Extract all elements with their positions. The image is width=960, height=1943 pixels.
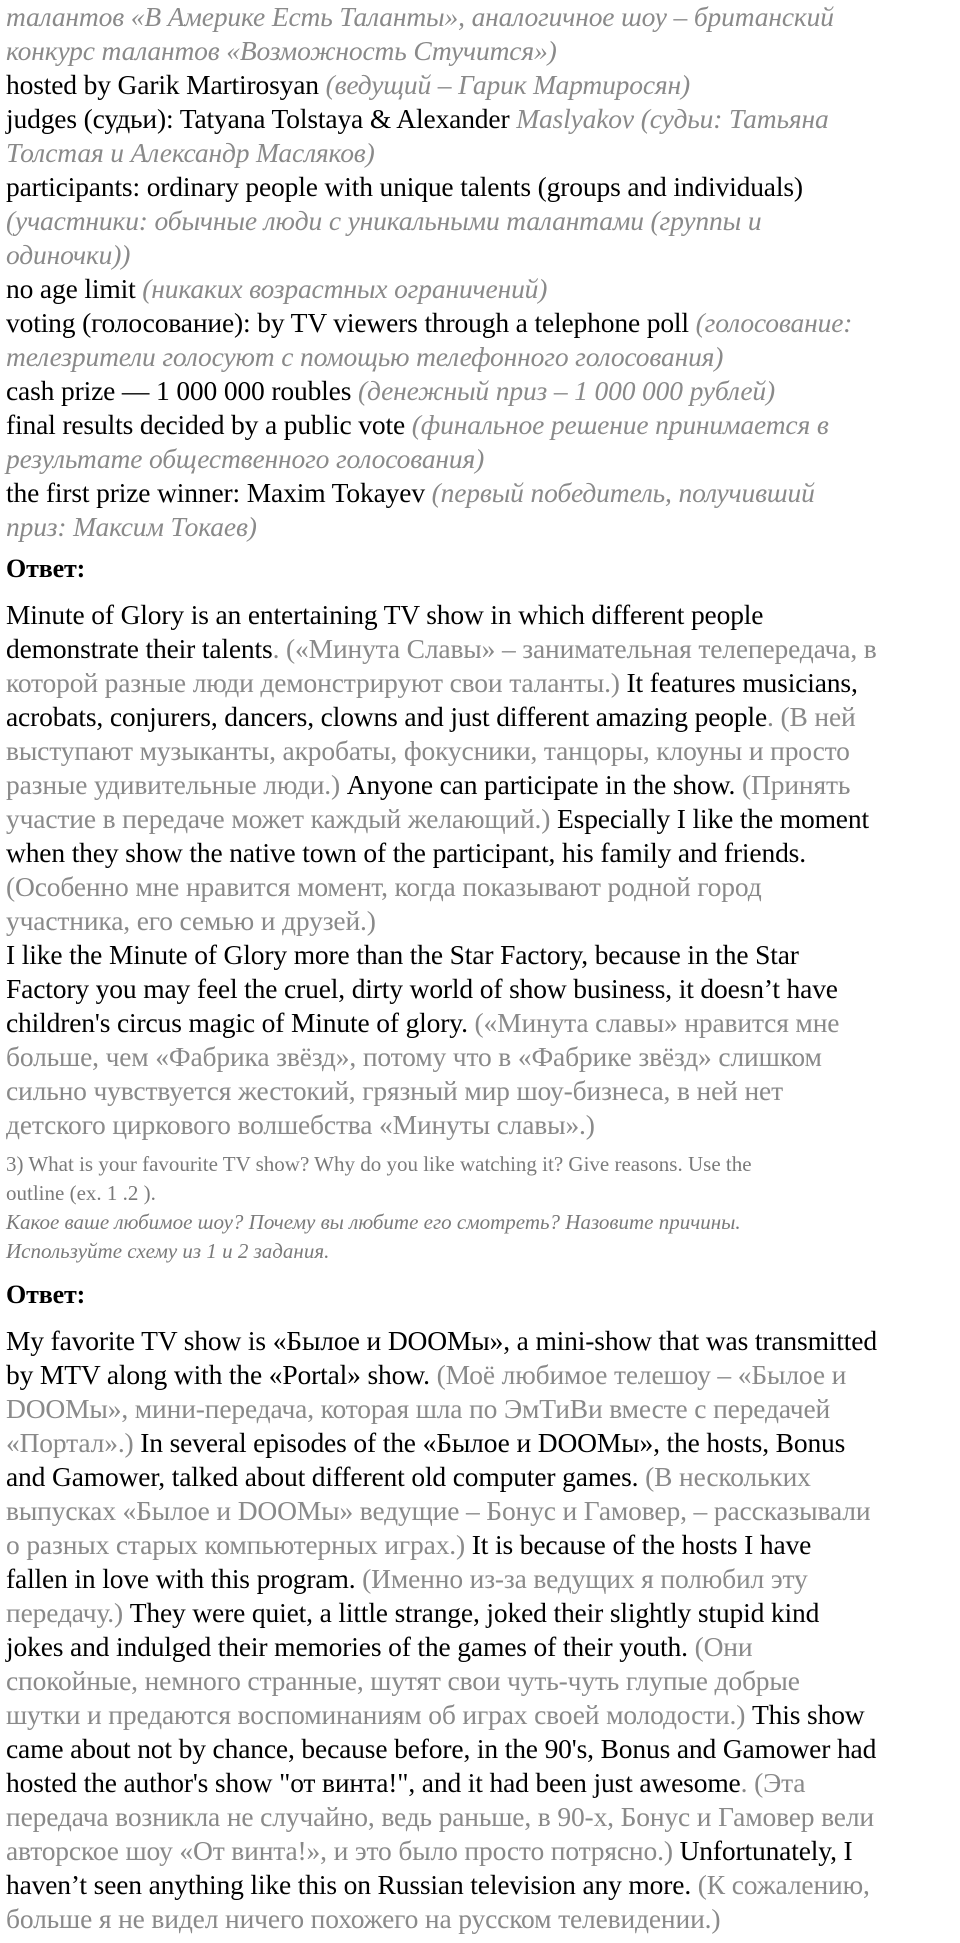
text-line bbox=[6, 1630, 960, 1664]
text-line bbox=[6, 68, 960, 102]
translation-text: выступают музыканты, акробаты, фокусники, танцоры, клоуны и просто bbox=[6, 735, 850, 766]
translation-text: детского циркового волшебства «Минуты славы».) bbox=[6, 1109, 595, 1140]
text-line bbox=[6, 1596, 960, 1630]
text-line bbox=[6, 1800, 960, 1834]
english-text: acrobats, conjurers, dancers, clowns and just different amazing people bbox=[6, 701, 768, 732]
translation-text: Maslyakov bbox=[516, 103, 641, 134]
english-text: the first prize winner: Maxim Tokayev bbox=[6, 477, 432, 508]
translation-text: авторское шоу «От винта!», и это было просто потрясно.) bbox=[6, 1835, 680, 1866]
translation-text: (Особенно мне нравится момент, когда показывают родной город bbox=[6, 871, 762, 902]
english-text: demonstrate their talents bbox=[6, 633, 273, 664]
translation-text: шутки и предаются воспоминаниям об играх своей молодости.) bbox=[6, 1699, 753, 1730]
translation-text: (К сожалению, bbox=[697, 1869, 870, 1900]
translation-text: . (В ней bbox=[767, 701, 856, 732]
answer-heading: Ответ: bbox=[6, 554, 86, 583]
text-line bbox=[6, 1108, 960, 1142]
english-text: when they show the native town of the participant, his family and friends. bbox=[6, 837, 806, 868]
translation-text: Толстая и Александр Масляков) bbox=[6, 137, 375, 168]
translation-text: спокойные, немного странные, шутят свои чуть-чуть глупые добрые bbox=[6, 1665, 800, 1696]
question-block bbox=[6, 1150, 960, 1266]
translation-text: приз: Максим Токаев) bbox=[6, 511, 257, 542]
english-text: My favorite TV show is «Былое и DOOMы», a mini-show that was transmitted bbox=[6, 1325, 877, 1356]
translation-text: . («Минута Славы» – занимательная телепередача, в bbox=[272, 633, 877, 664]
text-line bbox=[6, 700, 960, 734]
text-line bbox=[6, 476, 960, 510]
translation-text: телезрители голосуют с помощью телефонного голосования) bbox=[6, 341, 724, 372]
text-line bbox=[6, 510, 960, 544]
document-page bbox=[6, 0, 960, 1936]
text-line bbox=[6, 408, 960, 442]
text-line bbox=[6, 1664, 960, 1698]
text-line bbox=[6, 34, 960, 68]
english-text: came about not by chance, because before, in the 90's, Bonus and Gamower had bbox=[6, 1733, 877, 1764]
text-line bbox=[6, 1494, 960, 1528]
english-text: jokes and indulged their memories of the games of their youth. bbox=[6, 1631, 695, 1662]
text-line bbox=[6, 1766, 960, 1800]
english-text: final results decided by a public vote bbox=[6, 409, 412, 440]
translation-text: (В нескольких bbox=[645, 1461, 811, 1492]
translation-text: передача возникла не случайно, ведь раньше, в 90-х, Бонус и Гамовер вели bbox=[6, 1801, 874, 1832]
text-line bbox=[6, 1834, 960, 1868]
translation-text: талантов «В Америке Есть Таланты», аналогичное шоу – британский bbox=[6, 1, 834, 32]
english-text: haven’t seen anything like this on Russian television any more. bbox=[6, 1869, 698, 1900]
text-line bbox=[6, 0, 960, 34]
text-line bbox=[6, 666, 960, 700]
english-text: no age limit bbox=[6, 273, 143, 304]
english-text: Unfortunately, I bbox=[679, 1835, 853, 1866]
translation-text: . (Эта bbox=[740, 1767, 806, 1798]
text-line bbox=[6, 1006, 960, 1040]
text-line bbox=[6, 1732, 960, 1766]
text-line bbox=[6, 1392, 960, 1426]
text-line bbox=[6, 1698, 960, 1732]
text-line bbox=[6, 340, 960, 374]
answer-paragraph bbox=[6, 1324, 960, 1936]
translation-text: (судьи: Татьяна bbox=[640, 103, 829, 134]
english-text: In several episodes of the «Былое и DOOMы», the hosts, Bonus bbox=[140, 1427, 846, 1458]
translation-text: (голосование: bbox=[695, 307, 853, 338]
translation-text: результате общественного голосования) bbox=[6, 443, 485, 474]
text-line bbox=[6, 1358, 960, 1392]
english-text: and Gamower, talked about different old computer games. bbox=[6, 1461, 646, 1492]
translation-text: которой разные люди демонстрируют свои таланты.) bbox=[6, 667, 627, 698]
english-text: judges (судьи): Tatyana Tolstaya & Alexander bbox=[6, 103, 517, 134]
translation-text: о разных старых компьютерных играх.) bbox=[6, 1529, 472, 1560]
english-text: Factory you may feel the cruel, dirty world of show business, it doesn’t have bbox=[6, 973, 838, 1004]
english-text: This show bbox=[752, 1699, 865, 1730]
answer-paragraph bbox=[6, 598, 960, 1142]
translation-text: конкурс талантов «Возможность Стучится») bbox=[6, 35, 557, 66]
translation-text: (никаких возрастных ограничений) bbox=[142, 273, 548, 304]
english-text: It features musicians, bbox=[626, 667, 858, 698]
text-line bbox=[6, 238, 960, 272]
translation-text: больше я не видел ничего похожего на русском телевидении.) bbox=[6, 1903, 721, 1934]
translation-text: (Именно из-за ведущих я полюбил эту bbox=[362, 1563, 808, 1594]
translation-text: (участники: обычные люди с уникальными талантами (группы и bbox=[6, 205, 762, 236]
translation-text: одиночки)) bbox=[6, 239, 131, 270]
english-text: Especially I like the moment bbox=[557, 803, 869, 834]
text-line bbox=[6, 734, 960, 768]
translation-text: выпусках «Былое и DOOMы» ведущие – Бонус и Гамовер, – рассказывали bbox=[6, 1495, 871, 1526]
text-line bbox=[6, 802, 960, 836]
question-text: 3) What is your favourite TV show? Why do you like watching it? Give reasons. Use the bbox=[6, 1152, 752, 1176]
translation-text: (финальное решение принимается в bbox=[411, 409, 829, 440]
question-text: outline (ex. 1 .2 ). bbox=[6, 1181, 156, 1205]
text-line bbox=[6, 136, 960, 170]
text-line bbox=[6, 1074, 960, 1108]
english-text: by MTV along with the «Portal» show. bbox=[6, 1359, 437, 1390]
translation-text: сильно чувствуется жестокий, грязный мир шоу-бизнеса, в ней нет bbox=[6, 1075, 783, 1106]
translation-text: участие в передаче может каждый желающий.) bbox=[6, 803, 557, 834]
text-line bbox=[6, 836, 960, 870]
english-text: hosted by Garik Martirosyan bbox=[6, 69, 326, 100]
text-line bbox=[6, 374, 960, 408]
english-text: Minute of Glory is an entertaining TV show in which different people bbox=[6, 599, 764, 630]
english-text: hosted the author's show "от винта!", and it had been just awesome bbox=[6, 1767, 741, 1798]
question-translation: Какое ваше любимое шоу? Почему вы любите его смотреть? Назовите причины. bbox=[6, 1210, 741, 1234]
text-line bbox=[6, 1528, 960, 1562]
translation-text: (Моё любимое телешоу – «Былое и bbox=[436, 1359, 847, 1390]
translation-text: (ведущий – Гарик Мартиросян) bbox=[325, 69, 691, 100]
translation-text: (Они bbox=[694, 1631, 753, 1662]
text-line bbox=[6, 1562, 960, 1596]
text-line bbox=[6, 272, 960, 306]
english-text: children's circus magic of Minute of glory. bbox=[6, 1007, 475, 1038]
english-text: Anyone can participate in the show. bbox=[346, 769, 742, 800]
text-line bbox=[6, 1460, 960, 1494]
text-line bbox=[6, 768, 960, 802]
text-line bbox=[6, 204, 960, 238]
text-line bbox=[6, 870, 960, 904]
text-line bbox=[6, 1902, 960, 1936]
show-facts-list bbox=[6, 0, 960, 544]
text-line bbox=[6, 1040, 960, 1074]
question-translation: Используйте схему из 1 и 2 задания. bbox=[6, 1239, 330, 1263]
translation-text: больше, чем «Фабрика звёзд», потому что в «Фабрике звёзд» слишком bbox=[6, 1041, 822, 1072]
translation-text: участника, его семью и друзей.) bbox=[6, 905, 376, 936]
answer-heading: Ответ: bbox=[6, 1280, 86, 1309]
text-line bbox=[6, 632, 960, 666]
translation-text: («Минута славы» нравится мне bbox=[474, 1007, 840, 1038]
translation-text: разные удивительные люди.) bbox=[6, 769, 347, 800]
text-line bbox=[6, 1324, 960, 1358]
translation-text: «Портал».) bbox=[6, 1427, 141, 1458]
text-line bbox=[6, 170, 960, 204]
text-line bbox=[6, 442, 960, 476]
translation-text: (денежный приз – 1 000 000 рублей) bbox=[358, 375, 776, 406]
text-line bbox=[6, 972, 960, 1006]
translation-text: (первый победитель, получивший bbox=[431, 477, 815, 508]
translation-text: передачу.) bbox=[6, 1597, 130, 1628]
text-line bbox=[6, 1426, 960, 1460]
text-line bbox=[6, 904, 960, 938]
english-text: fallen in love with this program. bbox=[6, 1563, 363, 1594]
english-text: voting (голосование): by TV viewers through a telephone poll bbox=[6, 307, 696, 338]
english-text: cash prize — 1 000 000 roubles bbox=[6, 375, 359, 406]
english-text: It is because of the hosts I have bbox=[471, 1529, 812, 1560]
english-text: I like the Minute of Glory more than the Star Factory, because in the Star bbox=[6, 939, 799, 970]
text-line bbox=[6, 1868, 960, 1902]
text-line bbox=[6, 102, 960, 136]
text-line bbox=[6, 306, 960, 340]
translation-text: DOOMы», мини-передача, которая шла по ЭмТиВи вместе с передачей bbox=[6, 1393, 831, 1424]
text-line bbox=[6, 938, 960, 972]
translation-text: (Принять bbox=[742, 769, 851, 800]
english-text: They were quiet, a little strange, joked their slightly stupid kind bbox=[129, 1597, 820, 1628]
text-line bbox=[6, 598, 960, 632]
english-text: participants: ordinary people with unique talents (groups and individuals) bbox=[6, 171, 803, 202]
